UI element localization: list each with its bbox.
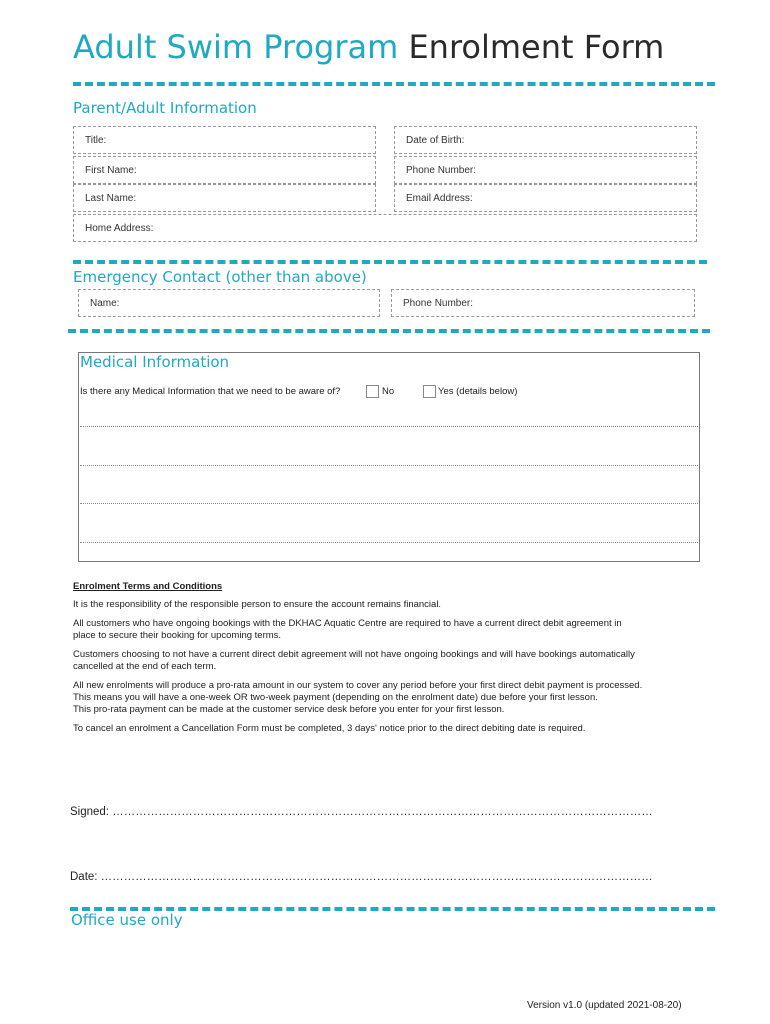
medical-details-line-1[interactable] <box>80 426 698 427</box>
signed-line[interactable]: Signed: …………………………………………………………………………………………………………………………… <box>70 806 653 818</box>
home-address-field[interactable] <box>73 214 697 242</box>
phone-field[interactable] <box>394 156 697 184</box>
emergency-phone-field[interactable] <box>391 289 695 317</box>
divider-emergency-bottom <box>68 329 710 333</box>
medical-section-heading: Medical Information <box>80 353 230 371</box>
date-line[interactable]: Date: ……………………………………………………………………………………………………………………………… <box>70 871 653 883</box>
email-field[interactable] <box>394 184 697 212</box>
email-label: Email Address: <box>406 193 473 204</box>
title-field[interactable] <box>73 126 376 154</box>
first-name-label: First Name: <box>85 165 137 176</box>
last-name-label: Last Name: <box>85 193 137 204</box>
title-accent: Adult Swim Program <box>73 28 399 66</box>
terms-p4c: This pro-rata payment can be made at the customer service desk before you enter for your first lesson. <box>73 704 505 715</box>
medical-question: Is there any Medical Information that we need to be aware of? <box>80 386 341 397</box>
medical-box <box>78 352 700 562</box>
emergency-name-label: Name: <box>90 298 120 309</box>
last-name-field[interactable] <box>73 184 376 212</box>
medical-yes-checkbox[interactable] <box>423 385 436 398</box>
terms-p3a: Customers choosing to not have a current direct debit agreement will not have ongoing bookings and will have bookings automatically <box>73 649 635 660</box>
version-footer: Version v1.0 (updated 2021-08-20) <box>527 1000 682 1011</box>
dob-label: Date of Birth: <box>406 135 465 146</box>
medical-yes-label: Yes (details below) <box>438 386 518 397</box>
medical-no-label: No <box>382 386 395 397</box>
page-title <box>73 28 664 66</box>
emergency-section-heading: Emergency Contact (other than above) <box>73 268 367 286</box>
terms-p4a: All new enrolments will produce a pro-rata amount in our system to cover any period before your first direct debit payment is processed. <box>73 680 643 691</box>
first-name-field[interactable] <box>73 156 376 184</box>
medical-details-line-4[interactable] <box>80 542 698 543</box>
medical-no-checkbox[interactable] <box>366 385 379 398</box>
emergency-name-field[interactable] <box>78 289 380 317</box>
terms-heading: Enrolment Terms and Conditions <box>73 581 223 592</box>
divider-emergency-top <box>73 260 707 264</box>
title-dark: Enrolment Form <box>408 28 665 66</box>
terms-p5: To cancel an enrolment a Cancellation Form must be completed, 3 days' notice prior to the direct debiting date is required. <box>73 723 586 734</box>
phone-label: Phone Number: <box>406 165 477 176</box>
terms-p3b: cancelled at the end of each term. <box>73 661 217 672</box>
office-heading: Office use only <box>71 911 183 929</box>
divider-top <box>73 82 715 86</box>
medical-details-line-2[interactable] <box>80 465 698 466</box>
terms-p1: It is the responsibility of the responsible person to ensure the account remains financial. <box>73 599 442 610</box>
parent-section-heading: Parent/Adult Information <box>73 99 257 117</box>
dob-field[interactable] <box>394 126 697 154</box>
title-label: Title: <box>85 135 107 146</box>
emergency-phone-label: Phone Number: <box>403 298 474 309</box>
terms-p4b: This means you will have a one-week OR two-week payment (depending on the enrolment date) due before your first lesson. <box>73 692 598 703</box>
terms-block <box>73 581 713 735</box>
terms-p2b: place to secure their booking for upcoming terms. <box>73 630 282 641</box>
home-address-label: Home Address: <box>85 223 154 234</box>
terms-p2a: All customers who have ongoing bookings with the DKHAC Aquatic Centre are required to have a current direct debit agreement in <box>73 618 622 629</box>
medical-details-line-3[interactable] <box>80 503 698 504</box>
